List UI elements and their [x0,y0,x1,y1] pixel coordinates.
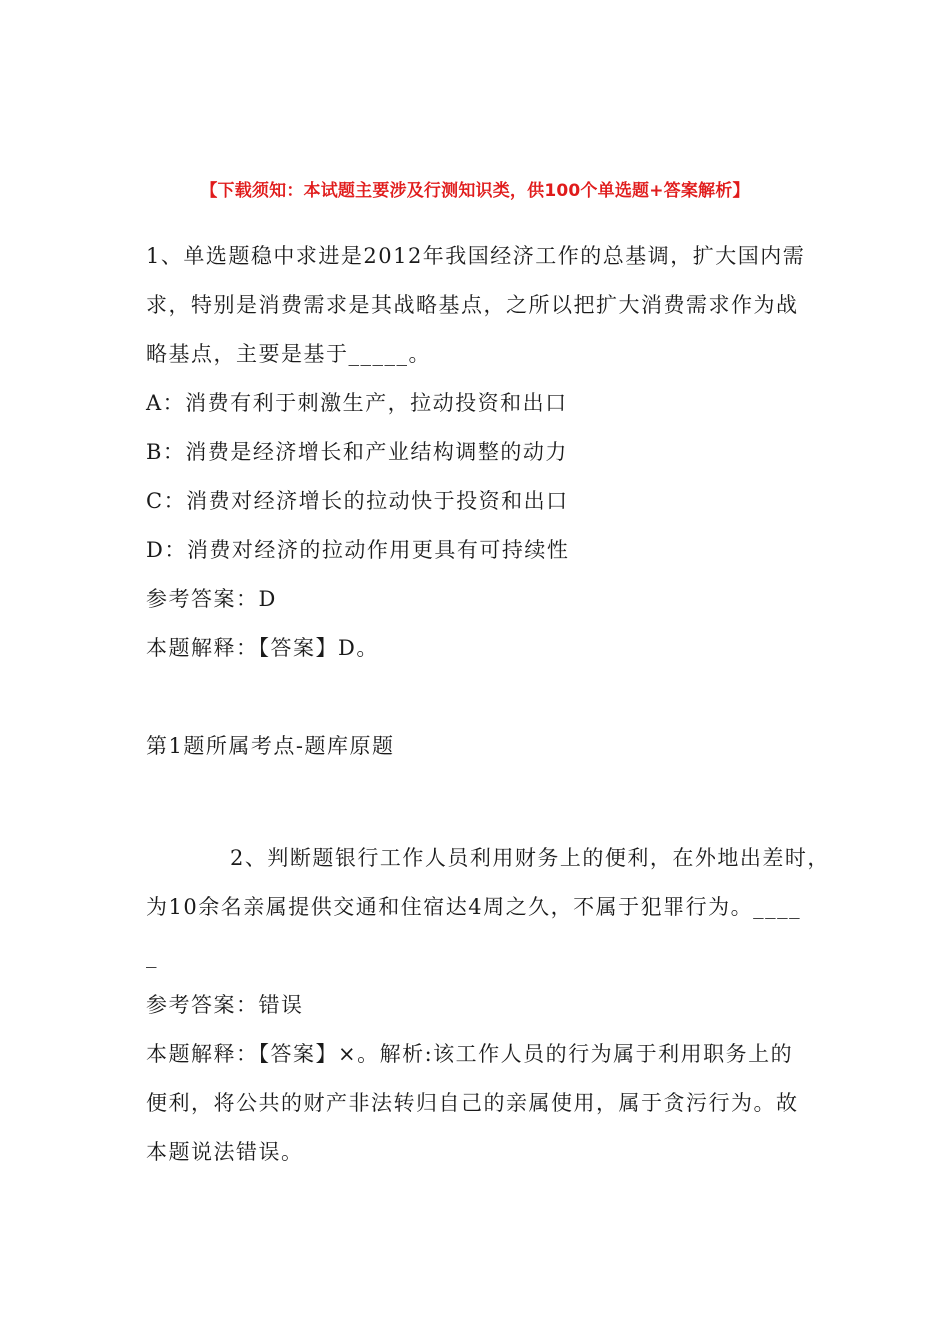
question-1-explanation: 本题解释：【答案】D。 [146,636,379,660]
spacer [146,771,810,834]
option-a: A：消费有利于刺激生产，拉动投资和出口 [146,391,568,415]
question-1-options [146,379,810,575]
question-text-line: 求，特别是消费需求是其战略基点，之所以把扩大消费需求作为战 [146,293,799,317]
question-text-line: 为10余名亲属提供交通和住宿达4周之久，不属于犯罪行为。____ [146,895,802,919]
option-d: D：消费对经济的拉动作用更具有可持续性 [146,538,570,562]
question-1-stem [146,232,810,379]
explanation-line: 本题解释：【答案】×。解析:该工作人员的行为属于利用职务上的 [146,1042,794,1066]
question-text-line: 2、判断题银行工作人员利用财务上的便利，在外地出差时， [230,846,830,870]
question-2-answer: 参考答案：错误 [146,993,304,1017]
question-1-point: 第1题所属考点-题库原题 [146,734,395,758]
document-body [146,232,830,1177]
explanation-line: 本题说法错误。 [146,1140,304,1164]
option-c: C：消费对经济增长的拉动快于投资和出口 [146,489,569,513]
question-text-line: 略基点，主要是基于_____。 [146,342,431,366]
question-1-answer: 参考答案：D [146,587,277,611]
question-text-line: _ [146,944,158,968]
spacer [146,673,810,722]
option-b: B：消费是经济增长和产业结构调整的动力 [146,440,568,464]
question-2-stem [146,834,830,981]
question-text-line: 1、单选题稳中求进是2012年我国经济工作的总基调，扩大国内需 [146,244,806,268]
explanation-line: 便利，将公共的财产非法转归自己的亲属使用，属于贪污行为。故 [146,1091,799,1115]
question-2-explanation [146,1030,810,1177]
download-notice: 【下载须知：本试题主要涉及行测知识类，供100个单选题+答案解析】 [200,181,750,201]
